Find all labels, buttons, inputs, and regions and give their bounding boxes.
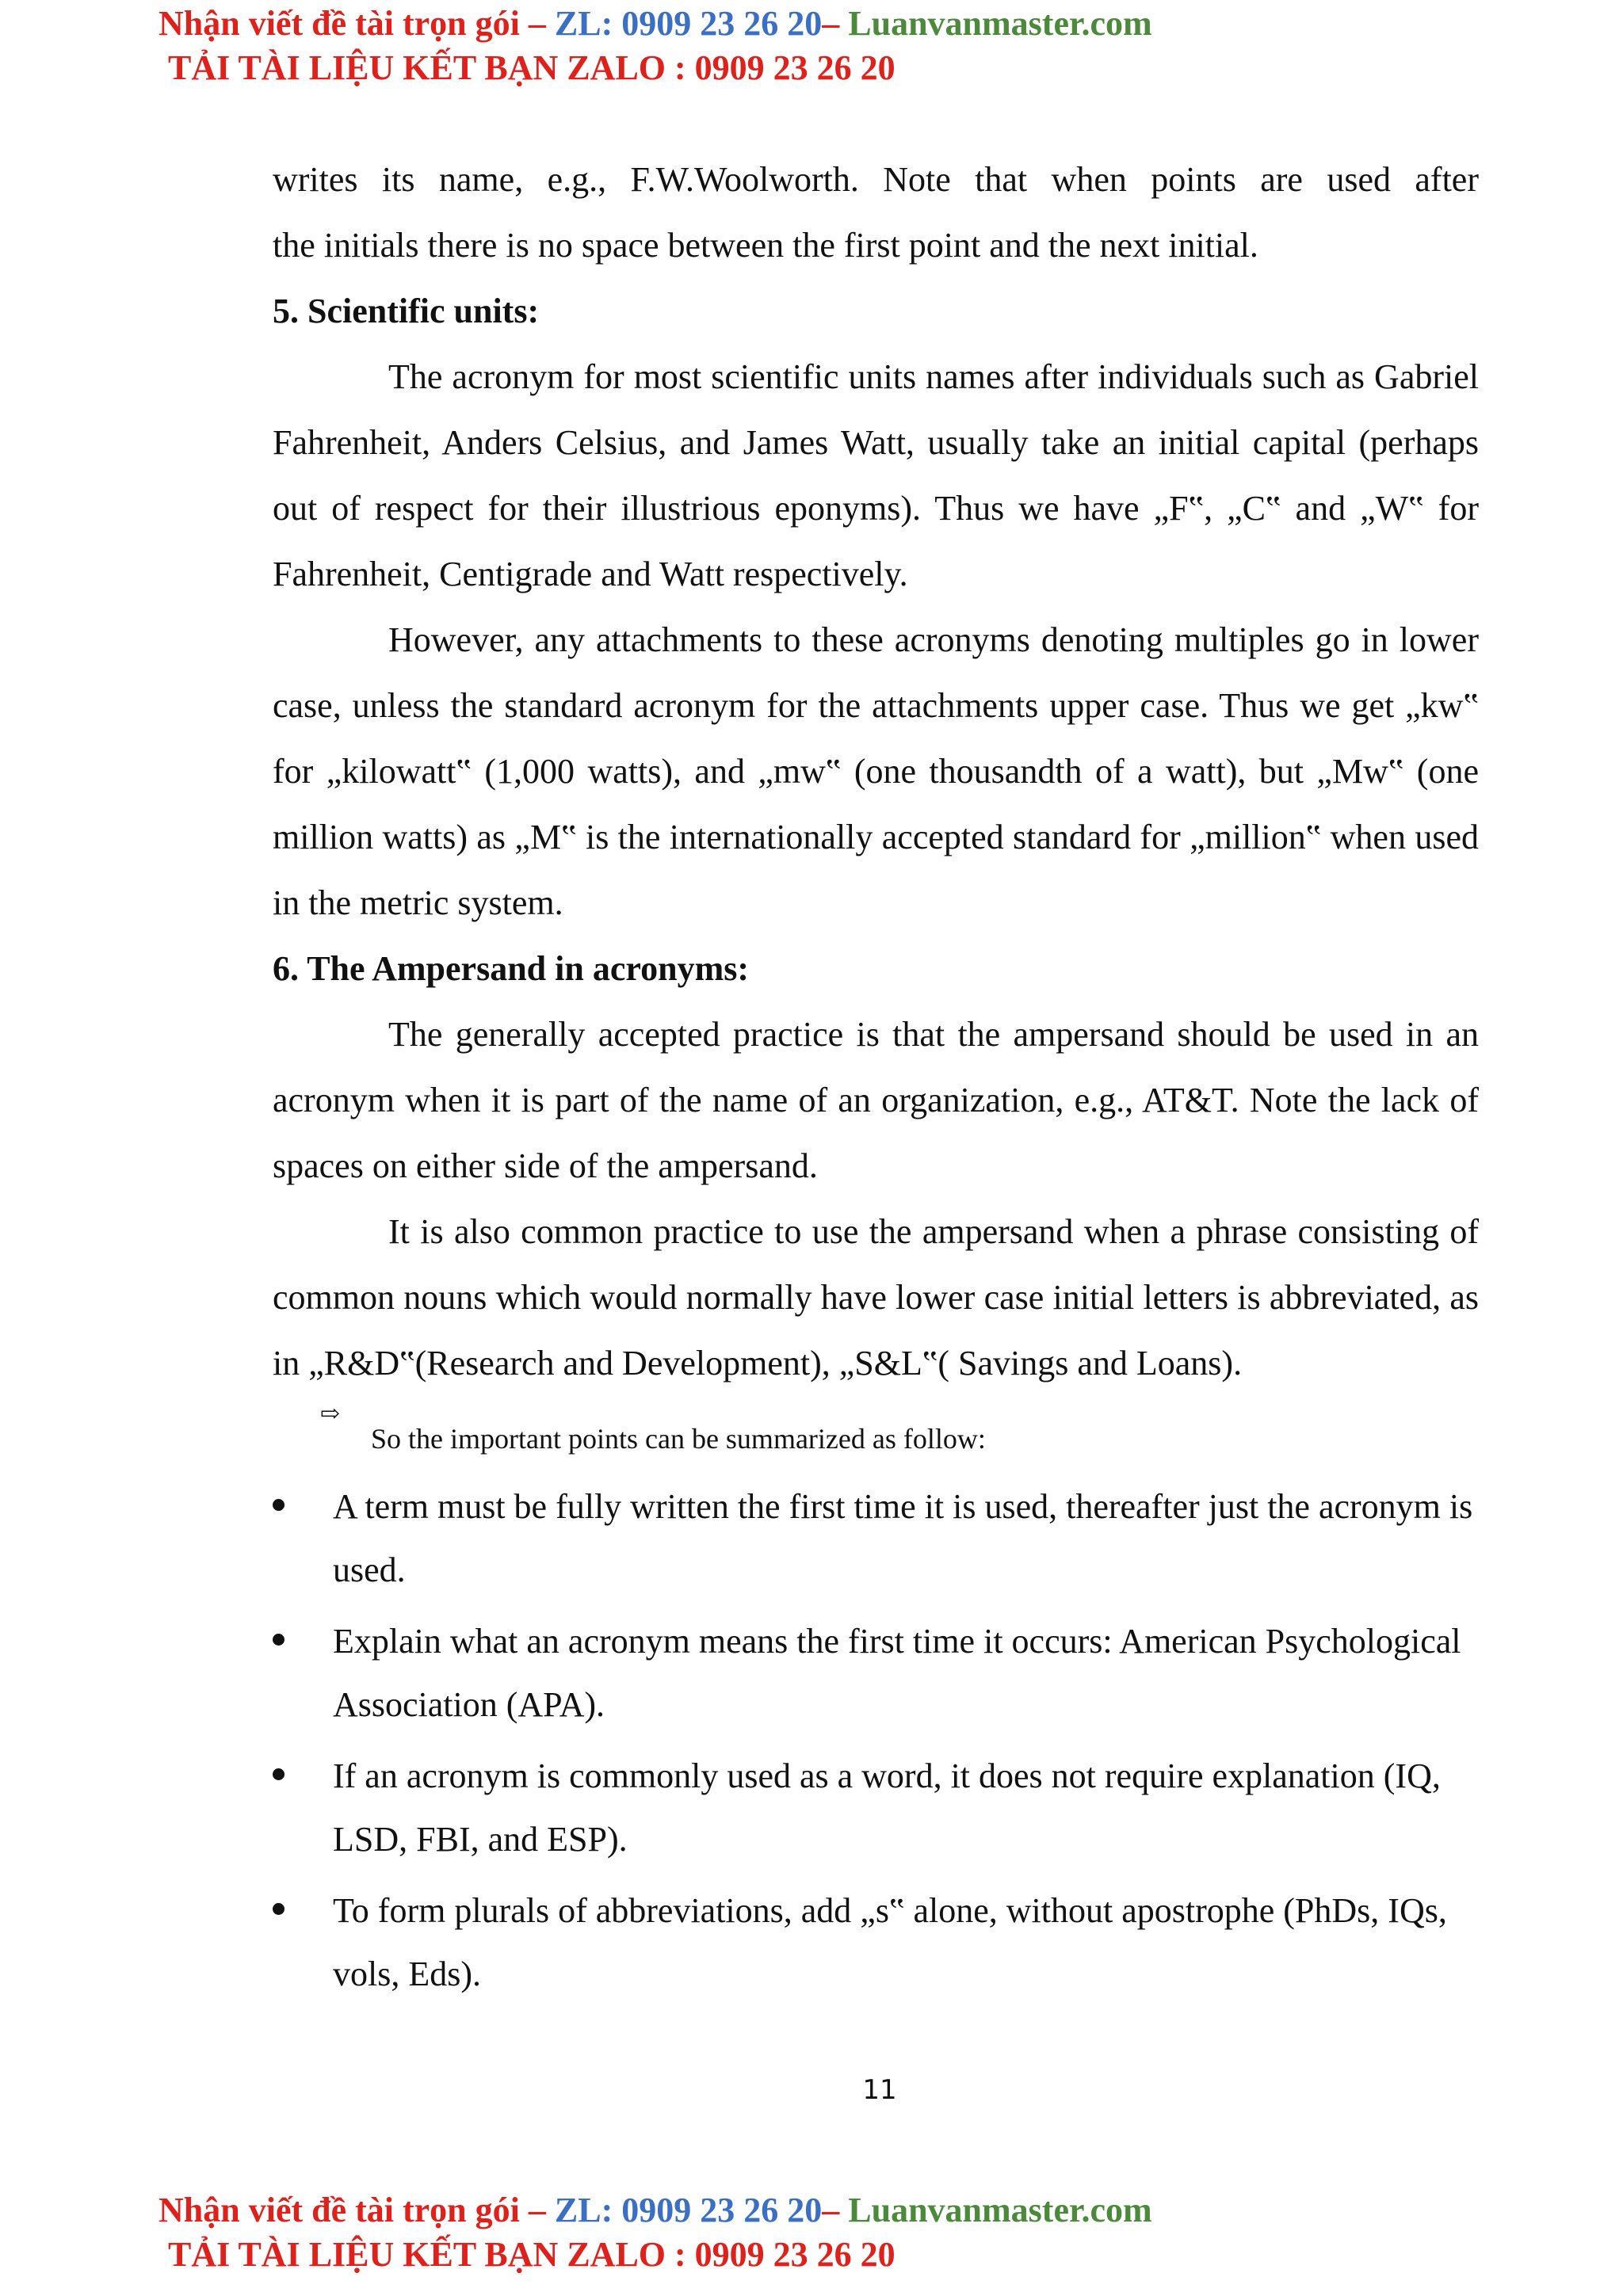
summary-note-text: So the important points can be summarized as follow: — [371, 1423, 986, 1455]
list-item-text: If an acronym is commonly used as a word, it does not require explanation (IQ, LSD, FBI, and ESP). — [333, 1756, 1441, 1859]
banner-service-text: Nhận viết đề tài trọn gói — [158, 2191, 520, 2229]
page-number: 11 — [862, 2074, 897, 2106]
paragraph-ampersand-1: The generally accepted practice is that the ampersand should be used in an acronym when it is part of the name of an organization, e.g., AT&T. Note the lack of spaces on either side of the ampersand. — [273, 1015, 1479, 1185]
list-item — [273, 1879, 1479, 2006]
paragraph-scientific-units-1: The acronym for most scientific units names after individuals such as Gabriel Fahrenheit, Anders Celsius, and James Watt, usually take an initial capital (perhaps out of respect for their illustrious eponyms). Thus we have „F‟, „C‟ and „W‟ for Fahrenheit, Centigrade and Watt respectively. — [273, 357, 1479, 593]
banner-website: Luanvanmaster.com — [848, 4, 1152, 43]
section-heading-ampersand: 6. The Ampersand in acronyms: — [273, 949, 750, 988]
banner-separator: – — [822, 4, 849, 43]
list-item — [273, 1745, 1479, 1871]
header-banner — [158, 2, 1152, 90]
banner-line-2: TẢI TÀI LIỆU KẾT BẠN ZALO : 0909 23 26 20 — [168, 2235, 896, 2274]
banner-separator: – — [519, 4, 555, 43]
paragraph-intro-line-1: writes its name, e.g., F.W.Woolworth. Note that when points are used after — [273, 160, 1479, 199]
banner-service-text: Nhận viết đề tài trọn gói — [158, 4, 520, 43]
summary-note — [273, 1401, 1479, 1463]
list-item-text: A term must be fully written the first time it is used, thereafter just the acronym is used. — [333, 1487, 1473, 1589]
banner-zalo-phone: ZL: 0909 23 26 20 — [554, 2191, 823, 2229]
list-item — [273, 1610, 1479, 1737]
list-item-text: Explain what an acronym means the first time it occurs: American Psychological Association (APA). — [333, 1622, 1461, 1724]
banner-separator: – — [519, 2191, 555, 2229]
banner-website: Luanvanmaster.com — [848, 2191, 1152, 2229]
banner-line-2: TẢI TÀI LIỆU KẾT BẠN ZALO : 0909 23 26 20 — [168, 48, 896, 87]
banner-line-1 — [158, 2, 1152, 46]
banner-separator: – — [822, 2191, 849, 2229]
paragraph-scientific-units-2: However, any attachments to these acronyms denoting multiples go in lower case, unless the standard acronym for the attachments upper case. Thus we get „kw‟ for „kilowatt‟ (1,000 watts), and „mw‟ (one thousandth of a watt), but „Mw‟ (one million watts) as „M‟ is the internationally accepted standard for „million‟ when used in the metric system. — [273, 620, 1479, 922]
bullet-icon — [273, 1634, 285, 1646]
section-heading-scientific-units: 5. Scientific units: — [273, 292, 540, 330]
banner-line-1 — [158, 2188, 1152, 2233]
banner-zalo-phone: ZL: 0909 23 26 20 — [554, 4, 823, 43]
arrow-right-icon: ⇨ — [320, 1401, 341, 1427]
list-item — [273, 1475, 1479, 1602]
bullet-icon — [273, 1768, 285, 1780]
document-body — [273, 147, 1479, 2014]
paragraph-intro-line-2: the initials there is no space between the first point and the next initial. — [273, 226, 1258, 265]
bullet-icon — [273, 1499, 285, 1511]
bullet-icon — [273, 1903, 285, 1915]
footer-banner — [158, 2188, 1152, 2277]
paragraph-ampersand-2: It is also common practice to use the ampersand when a phrase consisting of common nouns which would normally have lower case initial letters is abbreviated, as in „R&D‟(Research and Development), „S&L‟( Savings and Loans). — [273, 1212, 1479, 1383]
list-item-text: To form plurals of abbreviations, add „s‟ alone, without apostrophe (PhDs, IQs, vols, Eds). — [333, 1891, 1447, 1993]
summary-bullet-list — [273, 1475, 1479, 2006]
